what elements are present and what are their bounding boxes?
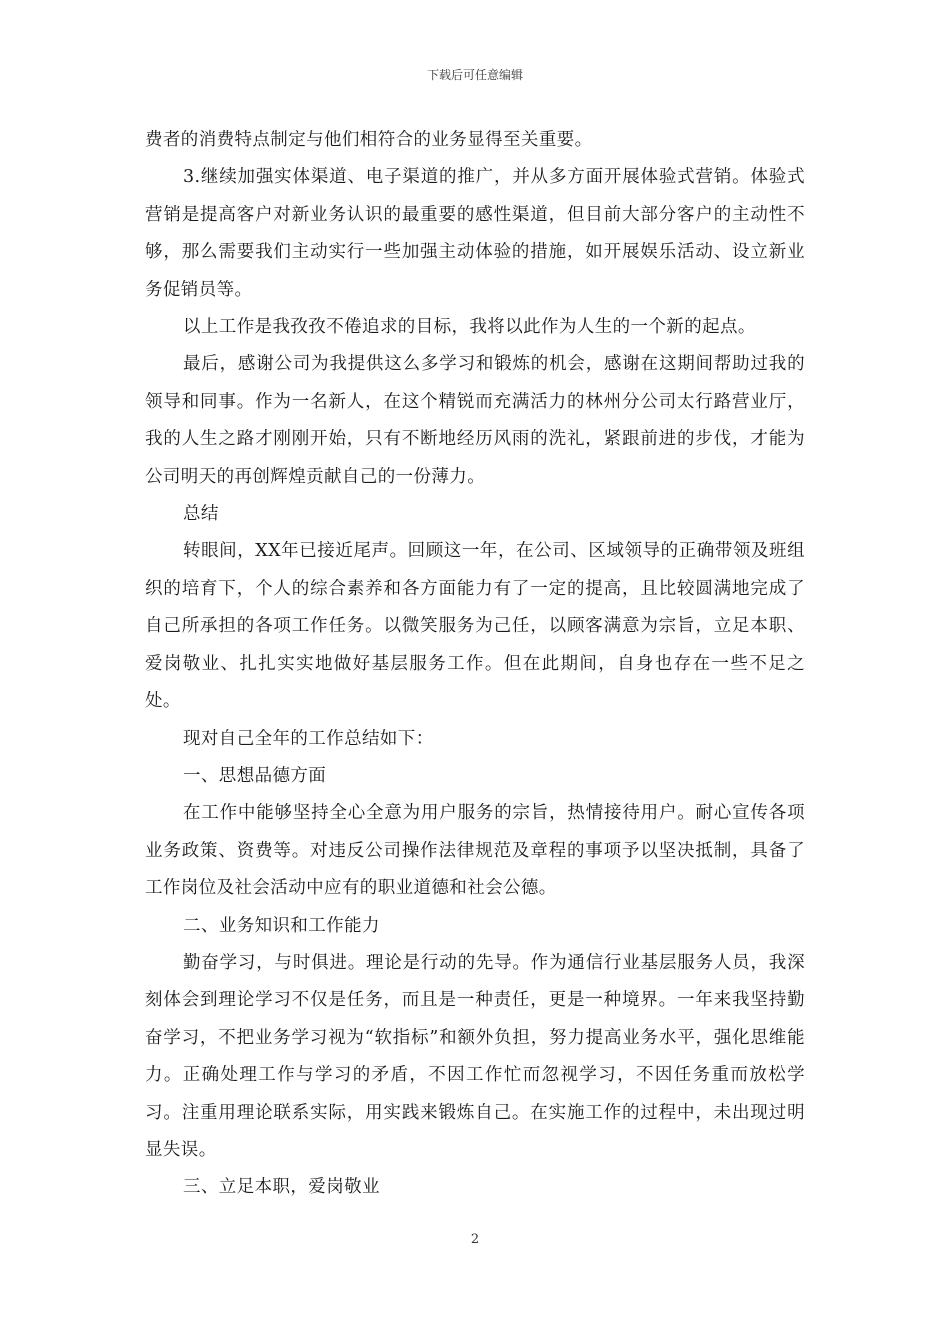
page-header: 下载后可任意编辑 bbox=[426, 68, 523, 82]
paragraph: 3.继续加强实体渠道、电子渠道的推广，并从多方面开展体验式营销。体验式营销是提高客户对新业务认识的最重要的感性渠道，但目前大部分客户的主动性不够，那么需要我们主动实行一些加强主动体验的措施，如开展娱乐活动、设立新业务促销员等。 bbox=[145, 167, 805, 300]
section-heading: 二、业务知识和工作能力 bbox=[183, 915, 380, 936]
paragraph: 最后，感谢公司为我提供这么多学习和锻炼的机会，感谢在这期间帮助过我的领导和同事。作为一名新人，在这个精锐而充满活力的林州分公司太行路营业厅，我的人生之路才刚刚开始，只有不断地经历风雨的洗礼，紧跟前进的步伐，才能为公司明天的再创辉煌贡献自己的一份薄力。 bbox=[145, 354, 805, 487]
section-heading: 三、立足本职，爱岗敬业 bbox=[183, 1177, 380, 1198]
paragraph: 现对自己全年的工作总结如下： bbox=[183, 728, 434, 749]
page-number: 2 bbox=[470, 1232, 480, 1247]
section-heading: 一、思想品德方面 bbox=[183, 765, 327, 786]
paragraph: 以上工作是我孜孜不倦追求的目标，我将以此作为人生的一个新的起点。 bbox=[183, 317, 756, 338]
paragraph: 费者的消费特点制定与他们相符合的业务显得至关重要。 bbox=[145, 130, 593, 150]
document-body bbox=[145, 122, 805, 1207]
section-heading: 总结 bbox=[183, 504, 219, 525]
paragraph: 在工作中能够坚持全心全意为用户服务的宗旨，热情接待用户。耐心宣传各项业务政策、资费等。对违反公司操作法律规范及章程的事项予以坚决抵制，具备了工作岗位及社会活动中应有的职业道德和社会公德。 bbox=[145, 803, 805, 899]
paragraph: 勤奋学习，与时俱进。理论是行动的先导。作为通信行业基层服务人员，我深刻体会到理论学习不仅是任务，而且是一种责任，更是一种境界。一年来我坚持勤奋学习，不把业务学习视为“软指标”和额外负担，努力提高业务水平，强化思维能力。正确处理工作与学习的矛盾，不因工作忙而忽视学习，不因任务重而放松学习。注重用理论联系实际，用实践来锻炼自己。在实施工作的过程中，未出现过明显失误。 bbox=[145, 952, 805, 1160]
paragraph: 转眼间，XX年已接近尾声。回顾这一年，在公司、区域领导的正确带领及班组织的培育下，个人的综合素养和各方面能力有了一定的提高，且比较圆满地完成了自己所承担的各项工作任务。以微笑服务为己任，以顾客满意为宗旨，立足本职、爱岗敬业、扎扎实实地做好基层服务工作。但在此期间，自身也存在一些不足之处。 bbox=[145, 541, 805, 712]
